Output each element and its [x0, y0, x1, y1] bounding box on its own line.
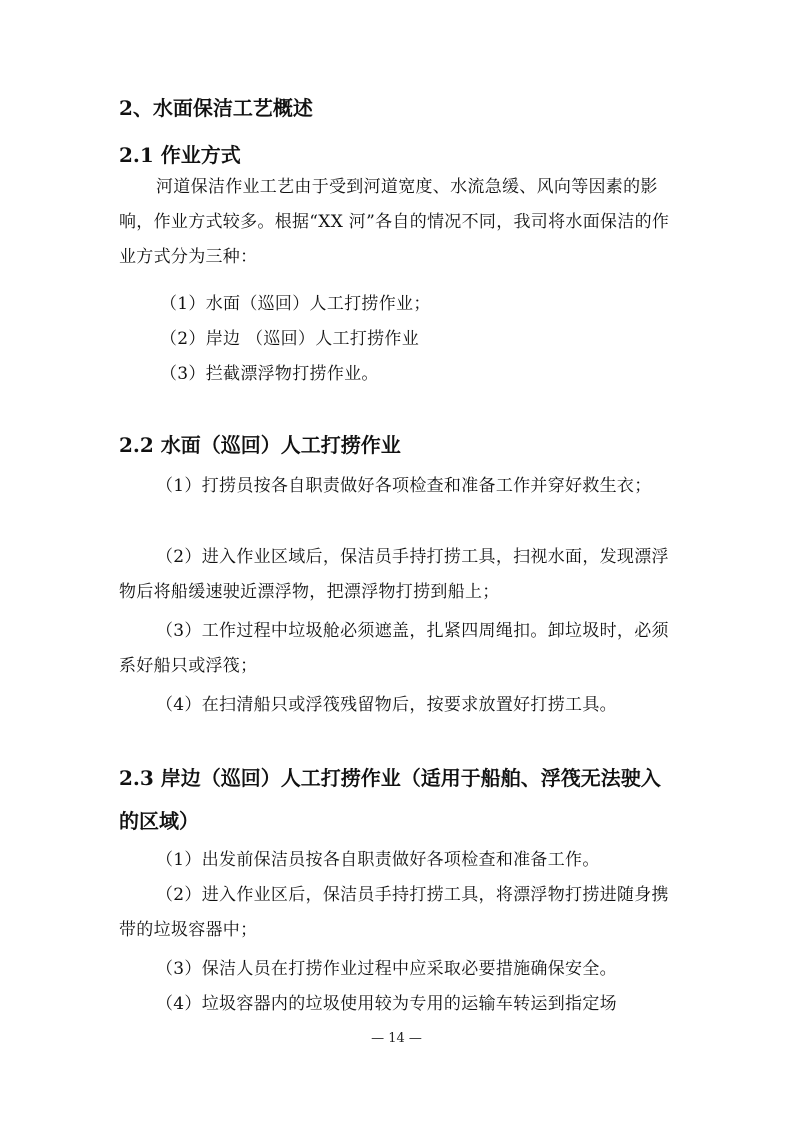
section-2-1-paragraph: 河道保洁作业工艺由于受到河道宽度、水流急缓、风向等因素的影响，作业方式较多。根据“XX 河”各自的情况不同，我司将水面保洁的作业方式分为三种：: [119, 177, 670, 267]
section-2-1-item-3: （3）拦截漂浮物打捞作业。: [160, 364, 379, 384]
section-2-1-heading: 2.1 作业方式: [119, 143, 241, 167]
section-2-2-item-4: （4）在扫清船只或浮筏残留物后，按要求放置好打捞工具。: [156, 695, 617, 715]
section-2-1-item-1: （1）水面（巡回）人工打捞作业；: [160, 294, 431, 314]
section-2-title: 2、水面保洁工艺概述: [119, 96, 313, 120]
page-number: — 14 —: [371, 1031, 422, 1046]
section-2-2-item-1: （1）打捞员按各自职责做好各项检查和准备工作并穿好救生衣；: [156, 476, 652, 496]
section-2-3-heading: 2.3 岸边（巡回）人工打捞作业（适用于船舶、浮筏无法驶入的区域）: [119, 766, 661, 833]
section-2-3-item-1: （1）出发前保洁员按各自职责做好各项检查和准备工作。: [156, 850, 600, 870]
section-2-3-item-4: （4）垃圾容器内的垃圾使用较为专用的运输车转运到指定场: [156, 994, 617, 1014]
section-2-2-item-3: （3）工作过程中垃圾舱必须遮盖，扎紧四周绳扣。卸垃圾时，必须系好船只或浮筏；: [119, 621, 669, 676]
section-2-2-item-2: （2）进入作业区域后，保洁员手持打捞工具，扫视水面，发现漂浮物后将船缓速驶近漂浮物，把漂浮物打捞到船上；: [119, 547, 669, 602]
section-2-1-item-2: （2）岸边 （巡回）人工打捞作业: [160, 329, 420, 349]
section-2-3-item-2: （2）进入作业区后，保洁员手持打捞工具，将漂浮物打捞进随身携带的垃圾容器中；: [119, 885, 669, 940]
section-2-2-heading: 2.2 水面（巡回）人工打捞作业: [119, 433, 401, 457]
section-2-3-item-3: （3）保洁人员在打捞作业过程中应采取必要措施确保安全。: [156, 959, 617, 979]
